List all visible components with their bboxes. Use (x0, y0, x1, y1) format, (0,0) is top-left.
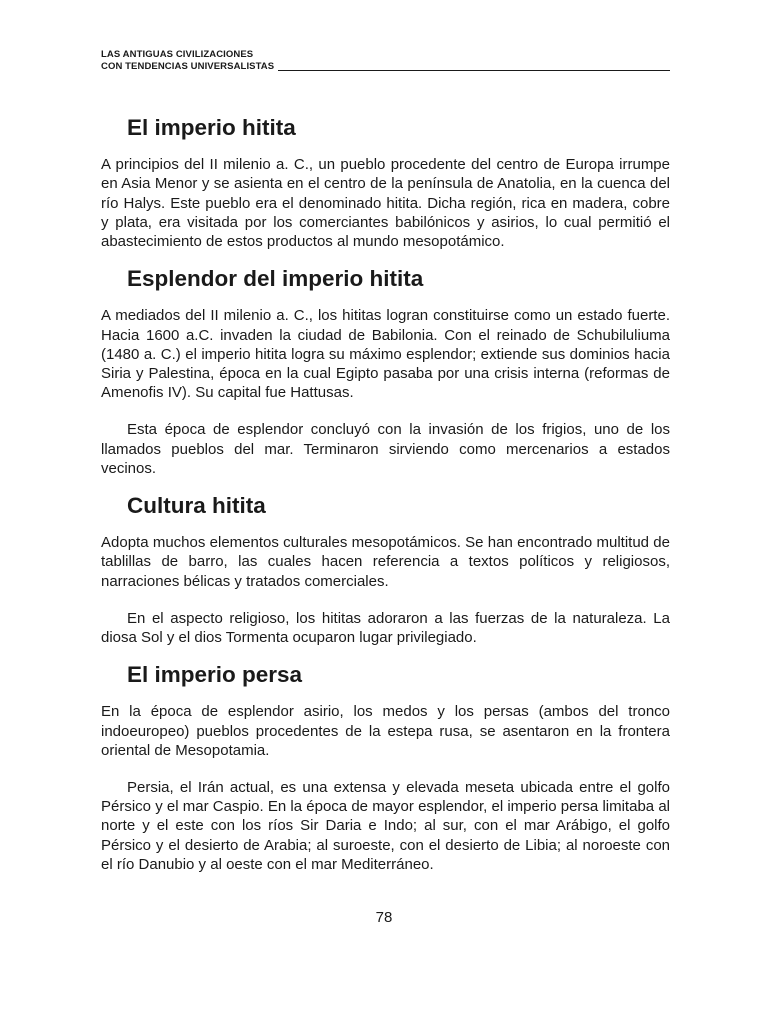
page-content (101, 115, 670, 892)
paragraph-cultura-elementos: Adopta muchos elementos culturales mesopotámicos. Se han encontrado multitud de tablillas de barro, las cuales hacen referencia a textos políticos y religiosos, narraciones bélicas y tratados comerciales. (101, 534, 670, 590)
paragraph-persa-geografia: Persia, el Irán actual, es una extensa y elevada meseta ubicada entre el golfo Pérsico y el mar Caspio. En la época de mayor esplendor, el imperio persa limitaba al norte y el este con los ríos Sir Daria e Indo; al sur, con el mar Arábigo, el golfo Pérsico y el desierto de Arabia; al suroeste, con el desierto de Libia; al noroeste con el río Danubio y al oeste con el mar Mediterráneo. (101, 779, 670, 873)
section-heading-cultura: Cultura hitita (127, 493, 266, 519)
running-header-line-1: LAS ANTIGUAS CIVILIZACIONES (101, 49, 254, 60)
paragraph-esplendor-fin: Esta época de esplendor concluyó con la invasión de los frigios, uno de los llamados pueblos del mar. Terminaron sirviendo como mercenarios a estados vecinos. (101, 421, 670, 477)
running-header-line-2: CON TENDENCIAS UNIVERSALISTAS (101, 61, 275, 72)
running-header-line-2-row (101, 61, 670, 73)
header-rule (278, 70, 670, 71)
running-header (101, 49, 670, 73)
section-heading-imperio-persa: El imperio persa (127, 662, 303, 688)
paragraph-hitita-origen: A principios del II milenio a. C., un pueblo procedente del centro de Europa irrumpe en Asia Menor y se asienta en el centro de la península de Anatolia, en la cuenca del río Halys. Este pueblo era el denominado hitita. Dicha región, rica en madera, cobre y plata, era visitada por los comerciantes babilónicos y asirios, lo cual permitió el abastecimiento de estos productos al mundo mesopotámico. (101, 156, 670, 251)
page-number: 78 (375, 909, 393, 926)
section-heading-imperio-hitita: El imperio hitita (127, 115, 296, 140)
paragraph-persa-origen: En la época de esplendor asirio, los medos y los persas (ambos del tronco indoeuropeo) pueblos procedentes de la estepa rusa, se asentaron en la frontera oriental de Mesopotamia. (101, 703, 670, 759)
section-heading-esplendor: Esplendor del imperio hitita (127, 266, 424, 292)
paragraph-esplendor-estado: A mediados del II milenio a. C., los hititas logran constituirse como un estado fuerte. Hacia 1600 a.C. invaden la ciudad de Babilonia. Con el reinado de Schubiluliuma (1480 a. C.) el imperio hitita logra su máximo esplendor; extiende sus dominios hacia Siria y Palestina, época en la cual Egipto pasaba por una crisis interna (reformas de Amenofis IV). Su capital fue Hattusas. (101, 307, 670, 402)
paragraph-cultura-religion: En el aspecto religioso, los hititas adoraron a las fuerzas de la naturaleza. La diosa Sol y el dios Tormenta ocuparon lugar privilegiado. (101, 609, 670, 647)
